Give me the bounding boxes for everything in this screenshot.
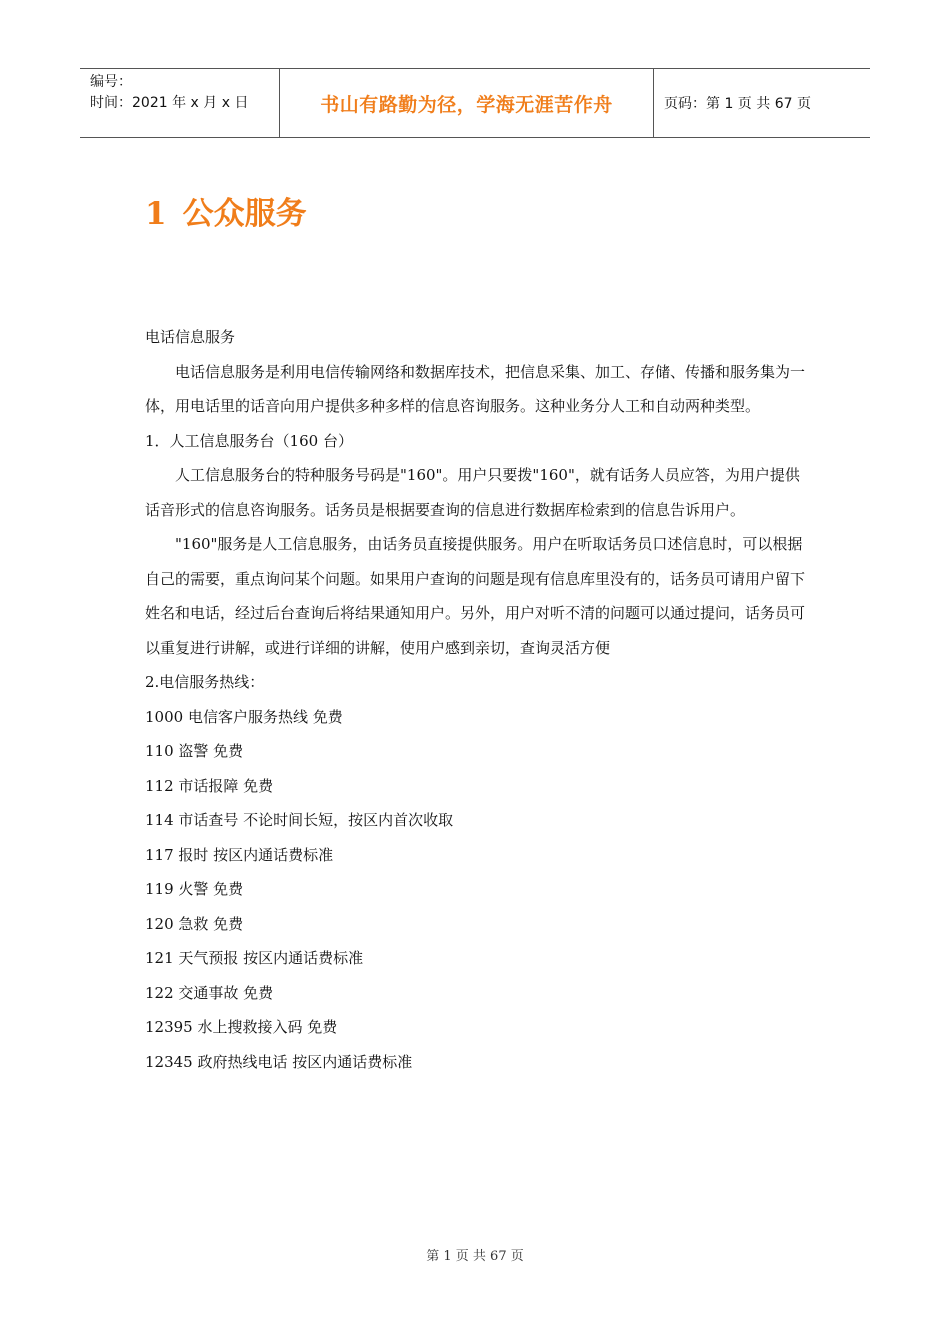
document-date: 时间：2021 年 x 月 x 日 <box>90 95 249 111</box>
intro-paragraph: 电话信息服务是利用电信传输网络和数据库技术，把信息采集、加工、存储、传播和服务集为一体，用电话里的话音向用户提供多种多样的信息咨询服务。这种业务分人工和自动两种类型。 <box>145 362 806 415</box>
header-meta <box>80 69 280 137</box>
header-page-info: 页码：第 1 页 共 67 页 <box>664 96 811 112</box>
document-body <box>145 320 805 1079</box>
hotline-item: 119 火警 免费 <box>145 880 244 898</box>
hotline-item: 12395 水上搜救接入码 免费 <box>145 1018 338 1036</box>
hotline-item: 1000 电信客户服务热线 免费 <box>145 707 343 726</box>
chapter-number: 1 <box>145 196 167 232</box>
chapter-title: 公众服务 <box>182 196 307 232</box>
document-number-label: 编号： <box>90 74 132 90</box>
section-title: 电话信息服务 <box>145 328 236 346</box>
hotline-item: 12345 政府热线电话 按区内通话费标准 <box>145 1052 413 1071</box>
hotline-item: 120 急救 免费 <box>145 914 244 933</box>
hotline-item: 121 天气预报 按区内通话费标准 <box>145 949 364 967</box>
hotline-item: 122 交通事故 免费 <box>145 983 274 1002</box>
chapter-heading <box>145 188 307 233</box>
hotline-item: 110 盗警 免费 <box>145 742 244 760</box>
subsection-title-2: 2.电信服务热线： <box>145 673 265 691</box>
subsection-1-paragraph-1: 人工信息服务台的特种服务号码是"160"。用户只要拨"160"，就有话务人员应答，为用户提供话音形式的信息咨询服务。话务员是根据要查询的信息进行数据库检索到的信息告诉用户。 <box>145 466 800 519</box>
page-header <box>80 68 870 138</box>
hotline-item: 112 市话报障 免费 <box>145 776 274 795</box>
subsection-1-paragraph-2: "160"服务是人工信息服务，由话务员直接提供服务。用户在听取话务员口述信息时，可以根据自己的需要，重点询问某个问题。如果用户查询的问题是现有信息库里没有的，话务员可请用户留下姓名和电话，经过后台查询后将结果通知用户。另外，用户对听不清的问题可以通过提问，话务员可以重复进行讲解，或进行详细的讲解，使用户感到亲切，查询灵活方便 <box>145 535 806 657</box>
page-footer: 第 1 页 共 67 页 <box>426 1249 524 1264</box>
hotline-item: 117 报时 按区内通话费标准 <box>145 845 334 864</box>
hotline-item: 114 市话查号 不论时间长短，按区内首次收取 <box>145 811 454 829</box>
header-motto: 书山有路勤为径，学海无涯苦作舟 <box>280 69 654 137</box>
subsection-title-1: 1．人工信息服务台（160 台） <box>145 431 353 450</box>
